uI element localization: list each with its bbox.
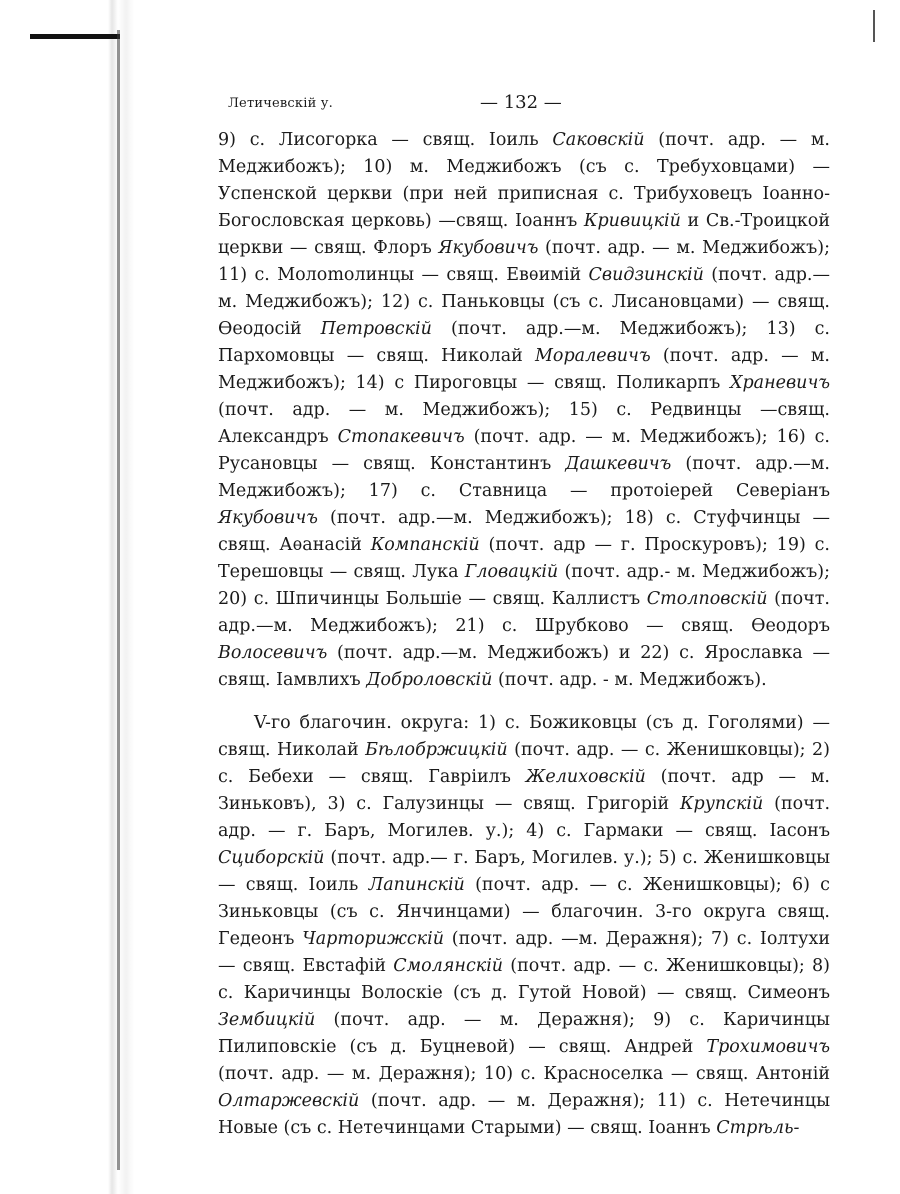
clergy-surname: Гловацкій: [464, 562, 559, 582]
clergy-surname: Петровскій: [320, 319, 432, 339]
clergy-surname: Желиховскій: [525, 767, 646, 787]
text-run: (почт. адр. — с. Женишковцы); 2) с. Бебехи — свящ. Гавріилъ: [218, 740, 830, 787]
clergy-surname: Смолянскій: [393, 956, 504, 976]
text-run: (почт. адр. — м. Меджибожъ); 14) с Пироговцы — свящ. Поликарпъ: [218, 346, 830, 393]
text-run: (почт. адр. — м. Деражня); 10) с. Красноселка — свящ. Антоній: [218, 1064, 830, 1084]
clergy-surname: Зембицкій: [218, 1010, 316, 1030]
text-run: (почт. адр. — м. Меджибожъ); 16) с. Русановцы — свящ. Константинъ: [218, 427, 830, 474]
text-run: (почт. адр.—м. Меджибожъ); 13) с. Пархомовцы — свящ. Николай: [218, 319, 830, 366]
clergy-surname: Лапинскій: [368, 875, 465, 895]
text-run: V-го благочин. округа: 1) с. Божиковцы (съ д. Гоголями) — свящ. Николай: [218, 713, 830, 760]
corner-mark: [873, 10, 875, 42]
clergy-surname: Чарторижскій: [302, 929, 444, 949]
clergy-surname: Волосевичъ: [218, 643, 328, 663]
clergy-surname: Бѣлобржицкій: [365, 740, 508, 760]
text-run: (почт. адр.—м. Меджибожъ); 18) с. Стуфчинцы — свящ. Аѳанасій: [218, 508, 830, 555]
text-run: (почт. адр. — с. Женишковцы); 6) с Зиньковцы (съ с. Янчинцами) — благочин. 3-го округа свящ. Гедеонъ: [218, 875, 830, 949]
text-run: и Св.-Троицкой церкви — свящ. Флоръ: [218, 211, 830, 258]
clergy-surname: Сциборскій: [218, 848, 325, 868]
clergy-surname: Трохимовичъ: [706, 1037, 830, 1057]
text-run: (почт. адр — м. Зиньковъ), 3) с. Галузинцы — свящ. Григорій: [218, 767, 830, 814]
text-run: (почт. адр. — г. Баръ, Могилев. у.); 4) с. Гармаки — свящ. Іасонъ: [218, 794, 831, 841]
paragraph-1: [218, 127, 830, 694]
clergy-surname: Столповскій: [646, 589, 768, 609]
text-run: (почт. адр. — м. Меджибожъ); 11) с. Молоmолинцы — свящ. Евѳимій: [218, 238, 830, 285]
text-run: (почт. адр. - м. Меджибожъ).: [492, 670, 767, 690]
text-run: (почт. адр.- м. Меджибожъ); 20) с. Шпичинцы Большіе — свящ. Каллистъ: [218, 562, 830, 609]
paragraph-2: [218, 710, 830, 1142]
scanned-page-gutter: [0, 0, 135, 1194]
page-header: [228, 92, 828, 116]
text-run: (почт. адр. — м. Деражня); 9) с. Каричинцы Пилиповскіе (съ д. Буцневой) — свящ. Андрей: [218, 1010, 830, 1057]
text-run: (почт. адр.—м. Меджибожъ); 21) с. Шрубково — свящ. Ѳеодоръ: [218, 589, 830, 636]
text-run: (почт. адр. — м. Деражня); 11) с. Нетечинцы Новые (съ с. Нетечинцами Старыми) — свящ. Іоаннъ: [218, 1091, 830, 1138]
clergy-surname: Якубовичъ: [218, 508, 318, 528]
text-run: 9) с. Лисогорка — свящ. Іоиль: [218, 130, 553, 150]
binding-mark: [30, 34, 120, 39]
clergy-surname: Саковскій: [552, 130, 645, 150]
text-run: (почт. адр — г. Проскуровъ); 19) с. Терешовцы — свящ. Лука: [218, 535, 830, 582]
clergy-surname: Компанскій: [370, 535, 480, 555]
clergy-surname: Моралевичъ: [535, 346, 651, 366]
running-head: Летичевскій у.: [228, 96, 333, 111]
text-run: (почт. адр. — с. Женишковцы); 8) с. Каричинцы Волоскіе (съ д. Гутой Новой) — свящ. Симеонъ: [218, 956, 830, 1003]
clergy-surname: Якубовичъ: [438, 238, 539, 258]
clergy-surname: Крупскій: [680, 794, 764, 814]
text-run: (почт. адр.—м. Меджибожъ); 17) с. Ставница — протоіерей Северіанъ: [218, 454, 830, 501]
clergy-surname: Стрѣль-: [716, 1118, 800, 1138]
clergy-surname: Стопакевичъ: [337, 427, 465, 447]
page-body: [218, 127, 830, 1142]
clergy-surname: Кривицкій: [583, 211, 681, 231]
binding-spine: [117, 30, 120, 1170]
page-number: — 132 —: [480, 92, 562, 113]
text-run: (почт. адр. — м. Меджибожъ); 15) с. Редвинцы —свящ. Александръ: [218, 400, 830, 447]
clergy-surname: Храневичъ: [730, 373, 830, 393]
clergy-surname: Олтаржевскій: [218, 1091, 360, 1111]
clergy-surname: Доброловскій: [366, 670, 493, 690]
text-run: (почт. адр. —м. Деражня); 7) с. Іолтухи — свящ. Евстафій: [218, 929, 830, 976]
clergy-surname: Свидзинскій: [588, 265, 704, 285]
text-run: (почт. адр.—м. Меджибожъ); 12) с. Паньковцы (съ с. Лисановцами) — свящ. Ѳеодосій: [218, 265, 830, 339]
clergy-surname: Дашкевичъ: [565, 454, 672, 474]
text-run: (почт. адр.— г. Баръ, Могилев. у.); 5) с. Женишковцы — свящ. Іоиль: [218, 848, 830, 895]
text-run: (почт. адр. — м. Меджибожъ); 10) м. Меджибожъ (съ с. Требуховцами) — Успенской церкви (при ней приписная с. Трибуховецъ Іоанно-Богословская церковь) —свящ. Іоаннъ: [218, 130, 830, 231]
text-run: (почт. адр.—м. Меджибожъ) и 22) с. Ярославка — свящ. Іамвлихъ: [218, 643, 830, 690]
